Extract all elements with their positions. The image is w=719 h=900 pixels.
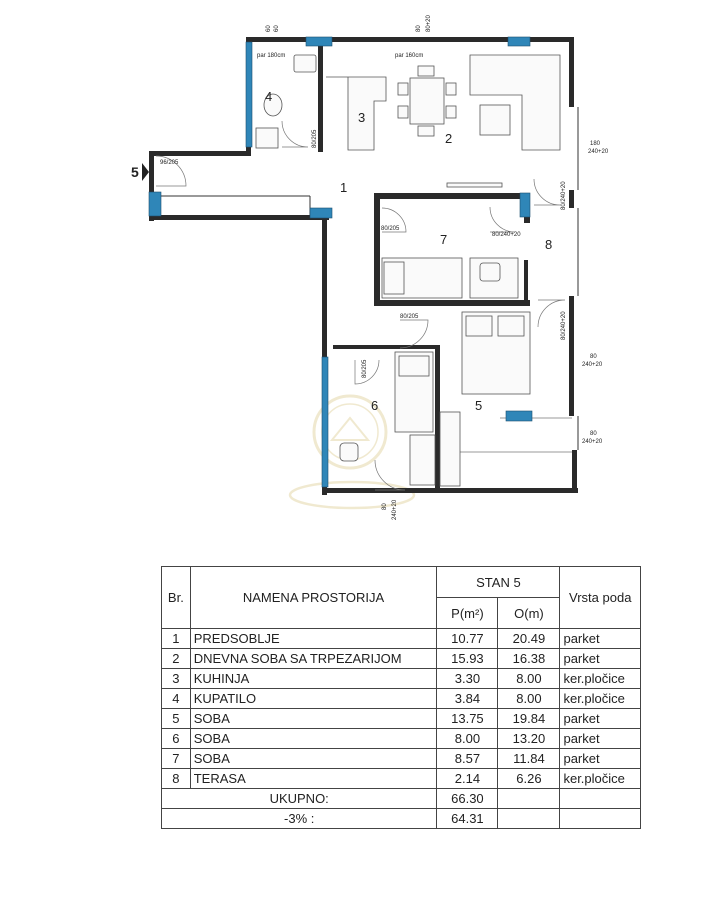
reduced-value: 64.31 bbox=[437, 809, 498, 829]
room-label-6: 6 bbox=[371, 398, 379, 413]
svg-text:80/240+20: 80/240+20 bbox=[561, 181, 567, 210]
room-label-2: 2 bbox=[445, 131, 453, 146]
header-area: P(m²) bbox=[437, 598, 498, 629]
svg-text:60: 60 bbox=[266, 25, 272, 32]
cell-nr: 2 bbox=[162, 649, 191, 669]
svg-text:240+20: 240+20 bbox=[392, 499, 398, 520]
svg-text:80: 80 bbox=[416, 25, 422, 32]
header-perimeter: O(m) bbox=[498, 598, 560, 629]
cell-name: DNEVNA SOBA SA TRPEZARIJOM bbox=[190, 649, 437, 669]
table-row bbox=[162, 689, 641, 709]
header-name: NAMENA PROSTORIJA bbox=[190, 567, 437, 629]
svg-text:60: 60 bbox=[274, 25, 280, 32]
window-room6 bbox=[322, 357, 328, 487]
cell-name: TERASA bbox=[190, 769, 437, 789]
cell-nr: 3 bbox=[162, 669, 191, 689]
cell-name: KUHINJA bbox=[190, 669, 437, 689]
cell-perimeter: 19.84 bbox=[498, 709, 560, 729]
cell-area: 2.14 bbox=[437, 769, 498, 789]
window-bathroom-top bbox=[306, 37, 332, 46]
entrance-label: 5 bbox=[131, 164, 139, 180]
cell-area: 3.84 bbox=[437, 689, 498, 709]
svg-text:240+20: 240+20 bbox=[582, 362, 603, 368]
cell-name: SOBA bbox=[190, 709, 437, 729]
cell-name: KUPATILO bbox=[190, 689, 437, 709]
svg-text:80: 80 bbox=[590, 354, 597, 360]
cell-nr: 5 bbox=[162, 709, 191, 729]
cell-floor: ker.pločice bbox=[560, 689, 641, 709]
window-corridor bbox=[310, 208, 332, 218]
kitchen-counter bbox=[326, 77, 386, 150]
cell-name: SOBA bbox=[190, 749, 437, 769]
table-row bbox=[162, 769, 641, 789]
window-living-top bbox=[508, 37, 530, 46]
svg-text:240+20: 240+20 bbox=[588, 149, 609, 155]
cell-area: 10.77 bbox=[437, 629, 498, 649]
chair-room6 bbox=[340, 443, 358, 461]
reduced-label: -3% : bbox=[162, 809, 437, 829]
sink bbox=[294, 55, 316, 72]
cell-floor: parket bbox=[560, 729, 641, 749]
cell-perimeter: 8.00 bbox=[498, 669, 560, 689]
total-value: 66.30 bbox=[437, 789, 498, 809]
wardrobe-room5 bbox=[440, 412, 460, 486]
cell-nr: 7 bbox=[162, 749, 191, 769]
svg-text:80/205: 80/205 bbox=[362, 359, 368, 378]
svg-text:96/205: 96/205 bbox=[160, 160, 179, 166]
header-unit: STAN 5 bbox=[437, 567, 560, 598]
cell-floor: parket bbox=[560, 629, 641, 649]
cell-perimeter: 8.00 bbox=[498, 689, 560, 709]
cell-floor: parket bbox=[560, 709, 641, 729]
window-room7 bbox=[520, 193, 530, 217]
cell-floor: parket bbox=[560, 649, 641, 669]
shower bbox=[256, 128, 278, 148]
room-label-1: 1 bbox=[340, 180, 348, 195]
cell-perimeter: 6.26 bbox=[498, 769, 560, 789]
room-label-7: 7 bbox=[440, 232, 448, 247]
cell-nr: 4 bbox=[162, 689, 191, 709]
room-label-5: 5 bbox=[475, 398, 483, 413]
svg-text:80: 80 bbox=[382, 503, 388, 510]
wardrobe-room6 bbox=[410, 435, 435, 485]
cell-perimeter: 16.38 bbox=[498, 649, 560, 669]
svg-text:par 180cm: par 180cm bbox=[257, 53, 286, 59]
window-entrance-left bbox=[149, 192, 161, 216]
cell-area: 8.57 bbox=[437, 749, 498, 769]
cell-area: 13.75 bbox=[437, 709, 498, 729]
tv bbox=[447, 183, 502, 187]
window-bathroom-left bbox=[246, 42, 252, 147]
cell-name: SOBA bbox=[190, 729, 437, 749]
cell-nr: 6 bbox=[162, 729, 191, 749]
cell-perimeter: 13.20 bbox=[498, 729, 560, 749]
svg-text:80/240+20: 80/240+20 bbox=[561, 311, 567, 340]
cell-name: PREDSOBLJE bbox=[190, 629, 437, 649]
cell-area: 3.30 bbox=[437, 669, 498, 689]
svg-text:80/240+20: 80/240+20 bbox=[492, 232, 521, 238]
table-row bbox=[162, 649, 641, 669]
header-floor: Vrsta poda bbox=[560, 567, 641, 629]
cell-floor: parket bbox=[560, 749, 641, 769]
sofa bbox=[470, 55, 560, 150]
svg-text:240+20: 240+20 bbox=[582, 439, 603, 445]
window-room5 bbox=[506, 411, 532, 421]
total-label: UKUPNO: bbox=[162, 789, 437, 809]
cell-floor: ker.pločice bbox=[560, 769, 641, 789]
header-nr: Br. bbox=[162, 567, 191, 629]
svg-text:80/205: 80/205 bbox=[381, 226, 400, 232]
entrance-arrow-icon bbox=[142, 163, 149, 181]
svg-text:par 160cm: par 160cm bbox=[395, 53, 424, 59]
cell-perimeter: 20.49 bbox=[498, 629, 560, 649]
svg-text:80/205: 80/205 bbox=[312, 129, 318, 148]
svg-text:80: 80 bbox=[590, 431, 597, 437]
cell-nr: 1 bbox=[162, 629, 191, 649]
room-label-4: 4 bbox=[265, 89, 273, 104]
coffee-table bbox=[480, 105, 510, 135]
room-label-8: 8 bbox=[545, 237, 553, 252]
table-row bbox=[162, 629, 641, 649]
cell-perimeter: 11.84 bbox=[498, 749, 560, 769]
cell-nr: 8 bbox=[162, 769, 191, 789]
room-label-3: 3 bbox=[358, 110, 366, 125]
table-row bbox=[162, 709, 641, 729]
furniture bbox=[256, 55, 560, 486]
room-areas-table bbox=[161, 566, 641, 829]
table-row bbox=[162, 749, 641, 769]
cell-area: 15.93 bbox=[437, 649, 498, 669]
table-row bbox=[162, 669, 641, 689]
cell-floor: ker.pločice bbox=[560, 669, 641, 689]
dining-table bbox=[410, 78, 444, 124]
svg-text:180: 180 bbox=[590, 141, 601, 147]
svg-text:80+20: 80+20 bbox=[426, 15, 432, 32]
table-row bbox=[162, 729, 641, 749]
svg-text:80/205: 80/205 bbox=[400, 314, 419, 320]
cell-area: 8.00 bbox=[437, 729, 498, 749]
